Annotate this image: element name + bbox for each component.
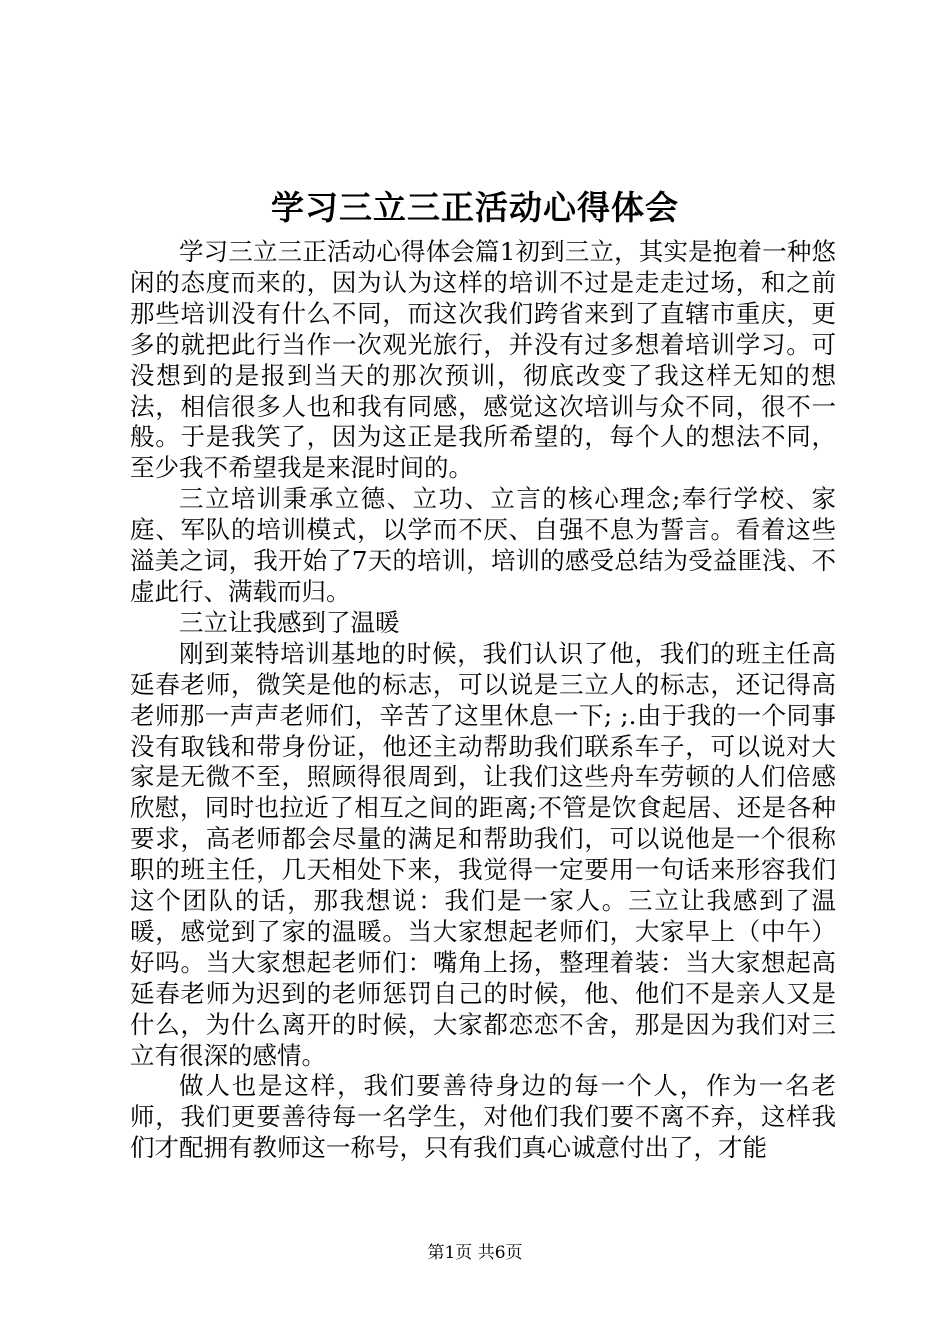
paragraph-3: 刚到莱特培训基地的时候，我们认识了他，我们的班主任高延春老师，微笑是他的标志，可以说是三立人的标志，还记得高老师那一声声老师们，辛苦了这里休息一下; ;.由于我的一个同事没有取钱和带身份证，他还主动帮助我们联系车子，可以说对大家是无微不至，照顾得很周到，让我们这些舟车劳顿的人们倍感欣慰，同时也拉近了相互之间的距离;不管是饮食起居、还是各种要求，高老师都会尽量的满足和帮助我们，可以说他是一个很称职的班主任，几天相处下来，我觉得一定要用一句话来形容我们这个团队的话，那我想说：我们是一家人。三立让我感到了温暖，感觉到了家的温暖。当大家想起老师们，大家早上（中午）好吗。当大家想起老师们：嘴角上扬，整理着装：当大家想起高延春老师为迟到的老师惩罚自己的时候，他、他们不是亲人又是什么，为什么离开的时候，大家都恋恋不舍，那是因为我们对三立有很深的感情。 xyxy=(130,638,836,1070)
paragraph-2: 三立培训秉承立德、立功、立言的核心理念;奉行学校、家庭、军队的培训模式，以学而不厌、自强不息为誓言。看着这些溢美之词，我开始了7天的培训，培训的感受总结为受益匪浅、不虚此行、满载而归。 xyxy=(130,484,836,606)
document-body xyxy=(130,237,836,1164)
section-heading-warmth: 三立让我感到了温暖 xyxy=(179,607,400,637)
page-number-footer: 第1页 共6页 xyxy=(427,1243,523,1263)
document-title: 学习三立三正活动心得体会 xyxy=(271,188,679,227)
paragraph-4: 做人也是这样，我们要善待身边的每一个人，作为一名老师，我们更要善待每一名学生，对他们我们要不离不弃，这样我们才配拥有教师这一称号，只有我们真心诚意付出了，才能 xyxy=(130,1071,836,1163)
paragraph-1: 学习三立三正活动心得体会篇1初到三立，其实是抱着一种悠闲的态度而来的，因为认为这样的培训不过是走走过场，和之前那些培训没有什么不同，而这次我们跨省来到了直辖市重庆，更多的就把此行当作一次观光旅行，并没有过多想着培训学习。可没想到的是报到当天的那次预训，彻底改变了我这样无知的想法，相信很多人也和我有同感，感觉这次培训与众不同，很不一般。于是我笑了，因为这正是我所希望的，每个人的想法不同，至少我不希望我是来混时间的。 xyxy=(130,237,836,483)
